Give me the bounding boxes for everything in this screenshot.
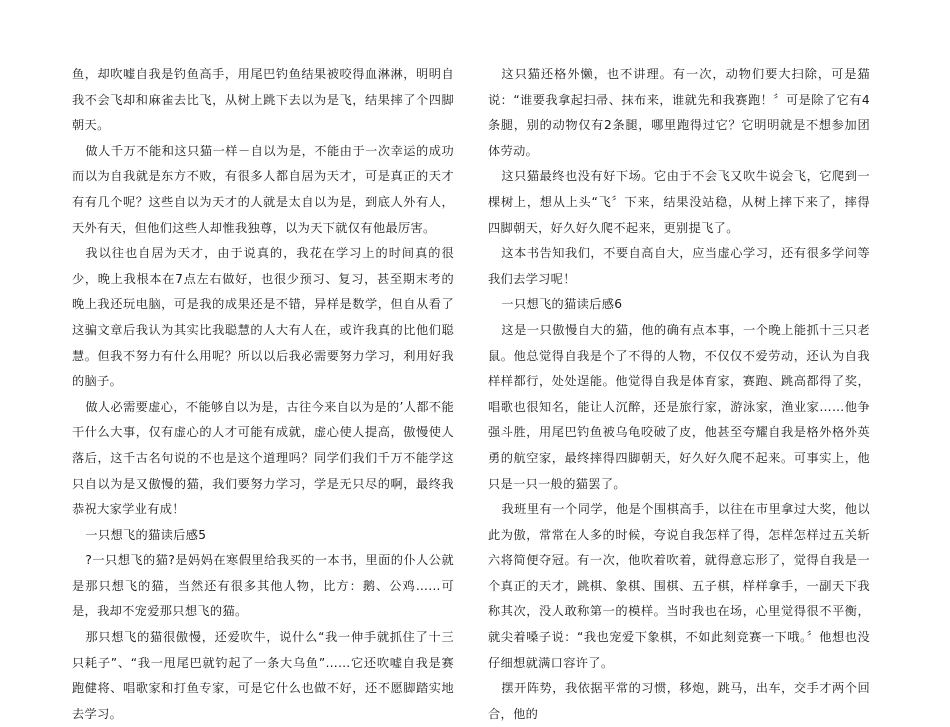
right-paragraph: 这只猫最终也没有好下场。它由于不会飞又吹牛说会飞，它爬到一棵树上，想从上头“飞〞下来，结果没站稳，从树上摔下来了，摔得四脚朝天，好久好久爬不起来，更别提飞了。 xyxy=(488,169,870,235)
left-paragraph: 做人必需要虚心，不能够自以为是，古往今来自以为是的’人都不能干什么大事，仅有虚心的人才可能有成就，虚心使人提高，傲慢使人落后，这千古名句说的不也是这个道理吗？同学们我们千万不能学这只自以为是又傲慢的猫，我们要努力学习，学是无只尽的啊，最终我恭祝大家学业有成！ xyxy=(72,399,454,517)
right-paragraph: 摆开阵势，我依据平常的习惯，移炮，跳马，出车，交手才两个回合，他的 xyxy=(488,681,870,721)
right-column xyxy=(488,62,870,727)
left-paragraph: ?一只想飞的猫?是妈妈在寒假里给我买的一本书，里面的仆人公就是那只想飞的猫，当然还有很多其他人物，比方：鹅、公鸡……可是，我却不宠爱那只想飞的猫。 xyxy=(72,553,454,619)
right-paragraph: 一只想飞的猫读后感6 xyxy=(501,297,623,312)
right-paragraph: 我班里有一个同学，他是个围棋高手，以往在市里拿过大奖，他以此为傲，常常在人多的时候，夸说自我怎样了得，怎样怎样过五关斩六将简便夺冠。有一次，他吹着吹着，就得意忘形了，觉得自我是一个真正的天才，跳棋、象棋、围棋、五子棋，样样拿手，一副天下我称其次，没人敢称第一的模样。当时我也在场，心里觉得很不平衡，就尖着嗓子说：“我也宠爱下象棋，不如此刻竞赛一下哦。〞他想也没仔细想就满口容许了。 xyxy=(488,502,870,670)
left-paragraph: 鱼，却吹嘘自我是钓鱼高手，用尾巴钓鱼结果被咬得血淋淋，明明自我不会飞却和麻雀去比飞，从树上跳下去以为是飞，结果摔了个四脚朝天。 xyxy=(72,67,454,133)
left-paragraph: 一只想飞的猫读后感5 xyxy=(85,527,207,542)
right-paragraph: 这是一只傲慢自大的猫，他的确有点本事，一个晚上能抓十三只老鼠。他总觉得自我是个了不得的人物，不仅仅不爱劳动，还认为自我样样都行，处处逞能。他觉得自我是体育家，赛跑、跳高都得了奖，唱歌也很知名，能让人沉醉，还是旅行家，游泳家，渔业家……他争强斗胜，用尾巴钓鱼被乌龟咬破了皮，他甚至夸耀自我是格外格外英勇的航空家，最终摔得四脚朝天，好久好久爬不起来。可事实上，他只是一只一般的猫罢了。 xyxy=(488,322,870,491)
left-paragraph: 那只想飞的猫很傲慢，还爱吹牛，说什么“我一伸手就抓住了十三只耗子”、“我一甩尾巴就钓起了一条大乌鱼”……它还吹嘘自我是赛跑健将、唱歌家和打鱼专家，可是它什么也做不好，还不愿脚踏实地去学习。 xyxy=(72,630,454,721)
left-column xyxy=(72,62,454,727)
left-paragraph: 做人千万不能和这只猫一样－自以为是，不能由于一次幸运的成功而以为自我就是东方不败，有很多人都自居为天才，可是真正的天才有有几个呢？这些自以为天才的人就是太自以为是，到底人外有人，天外有天，但他们这些人却惟我独尊，以为天下就仅有他最厉害。 xyxy=(72,143,454,235)
left-paragraph: 我以往也自居为天才，由于说真的，我花在学习上的时间真的很少，晚上我根本在7点左右做好，也很少预习、复习，甚至期末考的晚上我还玩电脑，可是我的成果还是不错，异样是数学，但自从看了这骗文章后我认为其实比我聪慧的人大有人在，或许我真的比他们聪慧。但我不努力有什么用呢？所以以后我必需要努力学习，利用好我的脑子。 xyxy=(72,246,454,389)
right-paragraph: 这本书告知我们，不要自高自大，应当虚心学习，还有很多学问等我们去学习呢！ xyxy=(488,246,870,286)
right-paragraph: 这只猫还格外懒，也不讲理。有一次，动物们要大扫除，可是猫说：“谁要我拿起扫帚、抹布来，谁就先和我赛跑！〞可是除了它有4条腿，别的动物仅有2条腿，哪里跑得过它？它明明就是不想参加团体劳动。 xyxy=(488,67,870,158)
